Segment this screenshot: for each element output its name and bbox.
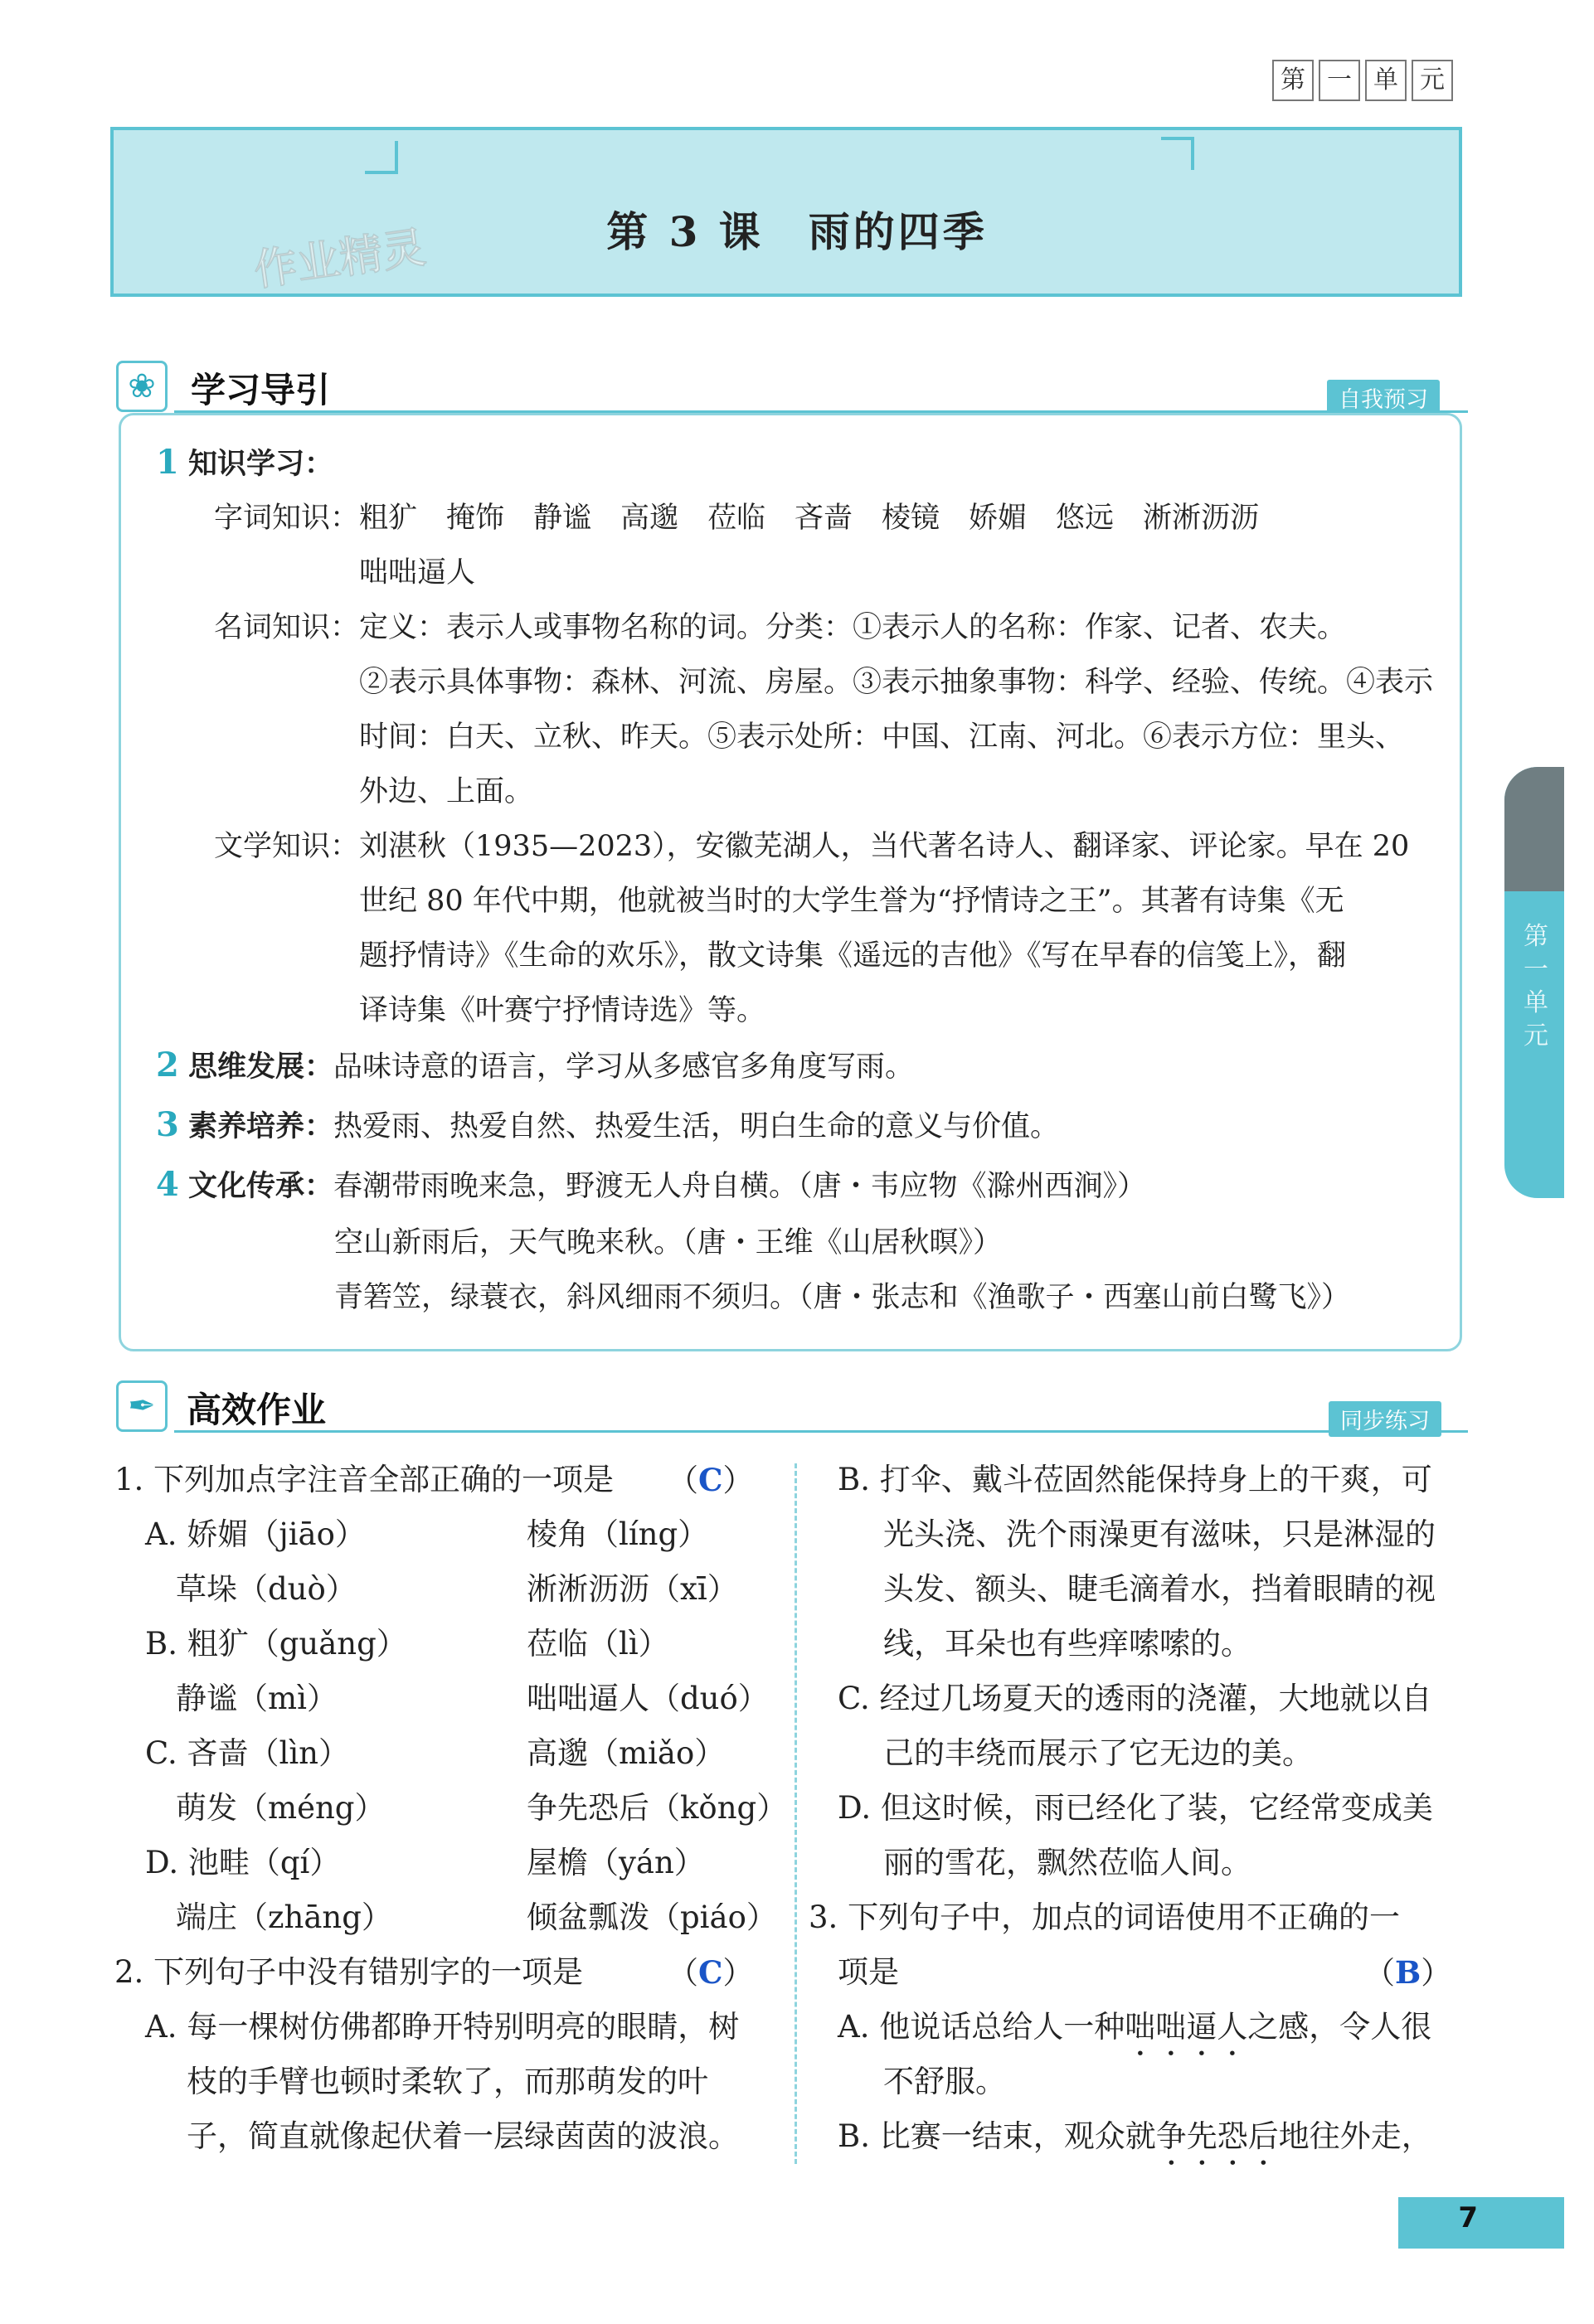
poem-line: 空山新雨后，天气晚来秋。（唐・王维《山居秋暝》） (334, 1226, 1003, 1259)
item-label: 知识学习： (187, 447, 333, 481)
section-tag: 自我预习 (1327, 380, 1440, 415)
guide-item-1 (156, 435, 333, 492)
option-b-line: 光头浇、洗个雨澡更有滋味，只是淋湿的 (883, 1516, 1436, 1552)
item-number: 2 (156, 1046, 179, 1084)
option-b-line (838, 2109, 1432, 2172)
lit-line: 题抒情诗》《生命的欢乐》，散文诗集《遥远的吉他》《写在早春的信笺上》，翻 (359, 939, 1347, 973)
paren: ） (1421, 1955, 1452, 1991)
option-right: 高邈（miǎo） (527, 1735, 726, 1771)
item-label: 思维发展： (187, 1050, 333, 1084)
lit-label: 文学知识： (214, 830, 360, 863)
paren: （ (668, 1955, 698, 1991)
answer: B (1395, 1954, 1421, 1991)
question-3-stem: 项是 (838, 1954, 899, 1990)
paren: （ (668, 1463, 698, 1498)
question-1-stem (114, 1453, 614, 1507)
option-left: A. 娇媚（jiāo） (145, 1516, 366, 1552)
item-number: 1 (156, 443, 179, 482)
item-number: 3 (156, 1105, 179, 1144)
option-c-line: C. 经过几场夏天的透雨的浇灌，大地就以自 (838, 1681, 1432, 1716)
answer-paren (668, 1945, 753, 2001)
option-left: 草垛（duò） (145, 1571, 357, 1607)
unit-char: 元 (1412, 60, 1453, 101)
option-a-line (838, 2000, 1431, 2063)
answer: C (698, 1462, 723, 1498)
vocab-line (214, 491, 1259, 546)
section-tag: 同步练习 (1329, 1401, 1441, 1437)
watermark: 作业精灵 (250, 222, 429, 297)
option-right: 争先恐后（kǒng） (527, 1790, 788, 1826)
vocab-line: 咄咄逼人 (359, 556, 476, 589)
unit-char: 第 (1272, 60, 1314, 101)
lit-line: 世纪 80 年代中期，他就被当时的大学生誉为“抒情诗之王”。其著有诗集《无 (359, 885, 1344, 918)
option-b-line: 线，耳朵也有些痒嗦嗦的。 (883, 1626, 1251, 1662)
feather-icon: ✒ (116, 1380, 168, 1432)
option-a-line: 子，简直就像起伏着一层绿茵茵的波浪。 (187, 2118, 739, 2154)
answer: C (698, 1954, 723, 1991)
noun-line: ②表示具体事物：森林、河流、房屋。③表示抽象事物：科学、经验、传统。④表示 (359, 666, 1434, 699)
guide-item-3 (156, 1098, 1059, 1154)
option-left: D. 池畦（qí） (145, 1845, 341, 1880)
side-tab-label: 第一单元 (1524, 922, 1548, 1050)
option-a-line: A. 每一棵树仿佛都睁开特别明亮的眼睛，树 (145, 2009, 740, 2045)
option-right: 莅临（lì） (527, 1626, 669, 1662)
noun-label: 名词知识： (214, 611, 360, 644)
noun-line (214, 600, 1346, 655)
leaf-icon: ❀ (116, 361, 168, 412)
lesson-title: 第 3 课 雨的四季 (606, 207, 988, 256)
unit-char: 单 (1365, 60, 1407, 101)
text: B. 比赛一结束，观众就 (838, 2118, 1156, 2154)
answer-paren (1364, 1945, 1451, 2001)
section-title: 学习导引 (191, 370, 331, 410)
option-d-line: D. 但这时候，雨已经化了装，它经常变成美 (838, 1790, 1433, 1826)
text: 地往外走， (1278, 2118, 1432, 2154)
lit-text: 刘湛秋（1935—2023），安徽芜湖人，当代著名诗人、翻译家、评论家。早在 20 (359, 830, 1410, 863)
paren: （ (1364, 1955, 1395, 1991)
unit-char: 一 (1319, 60, 1360, 101)
option-b-line: 头发、额头、睫毛滴着水，挡着眼睛的视 (883, 1571, 1436, 1607)
option-a-line: 枝的手臂也顿时柔软了，而那萌发的叶 (187, 2064, 708, 2099)
item-label: 素养培养： (187, 1109, 333, 1143)
answer-paren (668, 1453, 753, 1508)
question-2-stem: 2. 下列句子中没有错别字的一项是 (114, 1954, 584, 1990)
noun-line: 时间：白天、立秋、昨天。⑤表示处所：中国、江南、河北。⑥表示方位：里头、 (359, 720, 1405, 754)
unit-label (1272, 60, 1453, 101)
paren: ） (722, 1463, 754, 1498)
text: A. 他说话总给人一种 (838, 2009, 1125, 2045)
option-c-line: 己的丰绕而展示了它无边的美。 (883, 1735, 1313, 1771)
corner-ornament (365, 141, 398, 174)
guide-item-4 (156, 1157, 1146, 1214)
section-divider (174, 1430, 1468, 1433)
option-right: 屋檐（yán） (527, 1845, 705, 1880)
noun-text: 定义：表示人或事物名称的词。分类：①表示人的名称：作家、记者、农夫。 (359, 611, 1347, 644)
option-b-line: B. 打伞、戴斗莅固然能保持身上的干爽，可 (838, 1462, 1432, 1497)
section-title: 高效作业 (187, 1390, 327, 1430)
lit-line (214, 819, 1409, 874)
option-left: 端庄（zhāng） (145, 1899, 392, 1935)
lit-line: 译诗集《叶赛宁抒情诗选》等。 (359, 994, 766, 1027)
guide-item-2 (156, 1038, 914, 1094)
item-text: 热爱雨、热爱自然、热爱生活，明白生命的意义与价值。 (333, 1110, 1060, 1143)
dotted-word: 咄咄逼人 (1125, 2009, 1248, 2045)
side-tab-cap (1504, 767, 1564, 891)
option-right: 倾盆瓢泼（piáo） (527, 1899, 777, 1935)
item-text: 春潮带雨晚来急，野渡无人舟自横。（唐・韦应物《滁州西涧》） (333, 1170, 1147, 1203)
item-number: 4 (156, 1165, 179, 1204)
option-right: 棱角（líng） (527, 1516, 709, 1552)
column-divider (795, 1463, 797, 2164)
paren: ） (722, 1955, 754, 1991)
vocab-label: 字词知识： (214, 502, 360, 535)
corner-ornament (1161, 137, 1194, 170)
vocab-text: 粗犷 掩饰 静谧 高邈 莅临 吝啬 棱镜 娇媚 悠远 淅淅沥沥 (359, 502, 1260, 535)
option-d-line: 丽的雪花，飘然莅临人间。 (883, 1845, 1251, 1880)
option-right: 淅淅沥沥（xī） (527, 1571, 738, 1607)
option-left: 萌发（méng） (145, 1790, 386, 1826)
option-left: 静谧（mì） (145, 1681, 338, 1716)
option-left: B. 粗犷（guǎng） (145, 1626, 407, 1662)
noun-line: 外边、上面。 (359, 775, 534, 808)
option-left: C. 吝啬（lìn） (145, 1735, 350, 1771)
item-text: 品味诗意的语言，学习从多感官多角度写雨。 (333, 1050, 915, 1084)
option-right: 咄咄逼人（duó） (527, 1681, 769, 1716)
question-3-stem: 3. 下列句子中，加点的词语使用不正确的一 (809, 1899, 1401, 1935)
dotted-word: 争先恐后 (1155, 2118, 1279, 2154)
poem-line: 青箬笠，绿蓑衣，斜风细雨不须归。（唐・张志和《渔歌子・西塞山前白鹭飞》） (334, 1281, 1351, 1314)
page-number: 7 (1458, 2201, 1478, 2234)
page-number-bar (1398, 2197, 1564, 2249)
stem-text: 1. 下列加点字注音全部正确的一项是 (114, 1462, 615, 1497)
item-label: 文化传承： (187, 1169, 333, 1203)
option-a-line: 不舒服。 (883, 2064, 1006, 2099)
text: 之感，令人很 (1247, 2009, 1432, 2045)
